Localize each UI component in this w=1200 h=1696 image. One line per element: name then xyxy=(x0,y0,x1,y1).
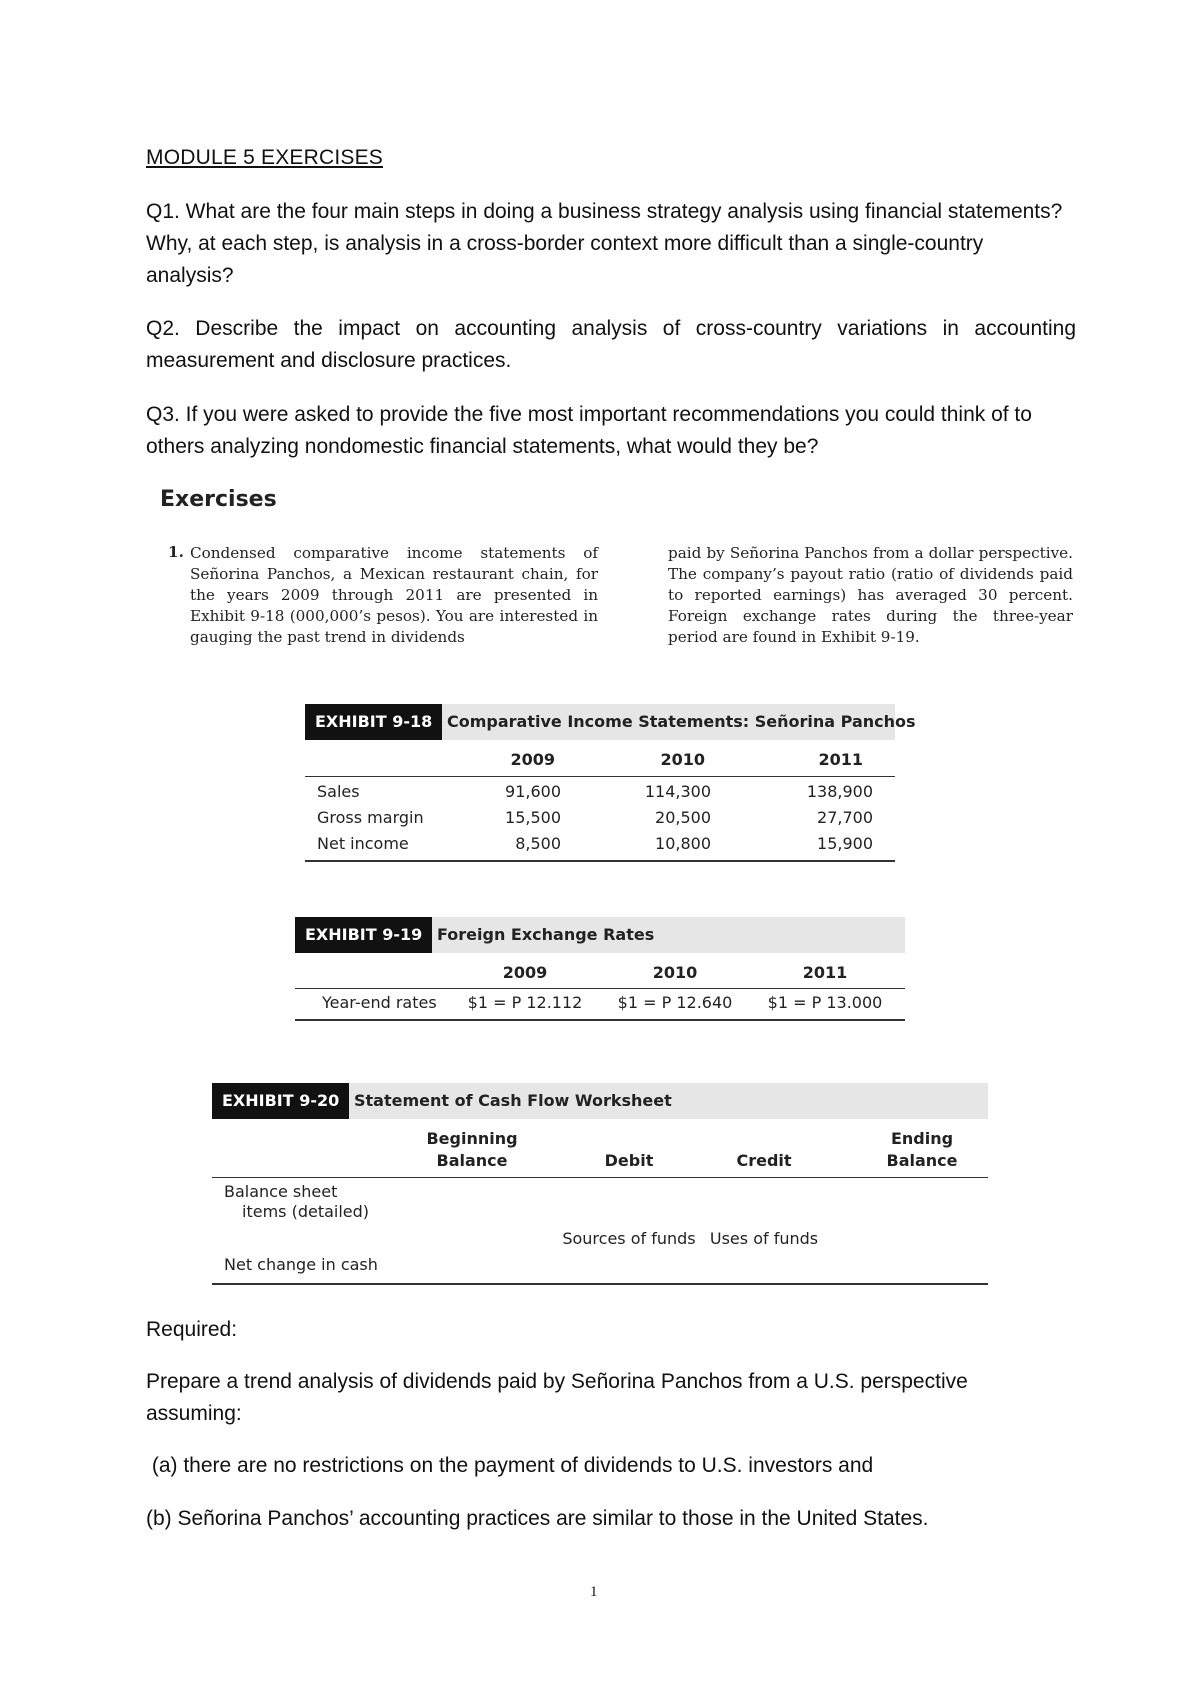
ending-header: Ending xyxy=(890,1129,954,1148)
table-rule xyxy=(305,776,895,777)
exercise-text-column-2: paid by Señorina Panchos from a dollar perspective. The company’s payout ratio (ratio of dividends paid to reported earnings) has averaged 30 percent. Foreign exchange rates during the three-year period are found in Exhibit 9-19. xyxy=(668,544,1073,646)
exhibit-title: Statement of Cash Flow Worksheet xyxy=(354,1091,672,1110)
exhibit-tag: EXHIBIT 9-19 xyxy=(295,917,432,953)
table-rule xyxy=(305,860,895,862)
beginning-header: Balance xyxy=(436,1151,508,1170)
exhibit-title: Foreign Exchange Rates xyxy=(437,925,655,944)
question-1: Q1. What are the four main steps in doing a business strategy analysis using financial statements? Why, at each step, is analysis in a cross-border context more difficult than a single-country analysis? xyxy=(146,200,1063,287)
cell-value: 8,500 xyxy=(515,834,561,853)
question-2: Q2. Describe the impact on accounting analysis of cross-country variations in accounting measurement and disclosure practices. xyxy=(146,317,1076,372)
question-3: Q3. If you were asked to provide the five most important recommendations you could think of to others analyzing nondomestic financial statements, what would they be? xyxy=(146,403,1032,458)
exhibit-9-18 xyxy=(305,704,916,864)
beginning-header: Beginning xyxy=(426,1129,518,1148)
exhibit-9-19 xyxy=(295,917,905,1023)
exhibit-tag: EXHIBIT 9-20 xyxy=(212,1083,349,1119)
row-label: items (detailed) xyxy=(242,1202,370,1221)
row-label: Net change in cash xyxy=(224,1255,378,1274)
cell-value: $1 = P 13.000 xyxy=(767,993,883,1012)
table-rule xyxy=(212,1177,988,1178)
page-title: MODULE 5 EXERCISES xyxy=(146,146,383,169)
required-item-b: (b) Señorina Panchos’ accounting practices are similar to those in the United States. xyxy=(146,1507,929,1530)
table-rule xyxy=(295,988,905,989)
cell-value: 114,300 xyxy=(644,782,711,801)
exercise-text-column-1: Condensed comparative income statements of Señorina Panchos, a Mexican restaurant chain, for the years 2009 through 2011 are presented in Exhibit 9-18 (000,000’s pesos). You are interested in gauging the past trend in dividends xyxy=(190,544,598,646)
cell-value: 20,500 xyxy=(655,808,711,827)
exercise-number: 1. xyxy=(168,543,184,561)
table-rule xyxy=(295,1019,905,1021)
cell-value: $1 = P 12.112 xyxy=(467,993,583,1012)
sources-note: Sources of funds xyxy=(562,1229,696,1248)
exhibit-9-20 xyxy=(212,1083,988,1289)
year-header: 2010 xyxy=(652,963,698,982)
cell-value: 27,700 xyxy=(817,808,873,827)
row-label: Sales xyxy=(317,782,360,801)
exhibit-title: Comparative Income Statements: Señorina Panchos xyxy=(447,712,916,731)
year-header: 2009 xyxy=(510,750,555,769)
ending-header: Balance xyxy=(886,1151,958,1170)
cell-value: 15,500 xyxy=(505,808,561,827)
page-number: 1 xyxy=(590,1584,598,1600)
required-intro: Prepare a trend analysis of dividends paid by Señorina Panchos from a U.S. perspective assuming: xyxy=(146,1370,968,1425)
cell-value: 10,800 xyxy=(655,834,711,853)
cell-value: 91,600 xyxy=(505,782,561,801)
year-header: 2011 xyxy=(818,750,863,769)
cell-value: 15,900 xyxy=(817,834,873,853)
row-label: Gross margin xyxy=(317,808,424,827)
exhibit-tag: EXHIBIT 9-18 xyxy=(305,704,442,740)
credit-header: Credit xyxy=(736,1151,792,1170)
required-label: Required: xyxy=(146,1318,238,1341)
year-header: 2011 xyxy=(802,963,848,982)
required-item-a: (a) there are no restrictions on the payment of dividends to U.S. investors and xyxy=(146,1454,874,1477)
row-label: Balance sheet xyxy=(224,1182,338,1201)
uses-note: Uses of funds xyxy=(709,1229,819,1248)
year-header: 2010 xyxy=(660,750,705,769)
cell-value: 138,900 xyxy=(806,782,873,801)
table-rule xyxy=(212,1283,988,1285)
row-label: Year-end rates xyxy=(322,993,437,1012)
row-label: Net income xyxy=(317,834,409,853)
debit-header: Debit xyxy=(604,1151,654,1170)
year-header: 2009 xyxy=(502,963,548,982)
cell-value: $1 = P 12.640 xyxy=(617,993,733,1012)
exercises-heading: Exercises xyxy=(160,487,277,512)
